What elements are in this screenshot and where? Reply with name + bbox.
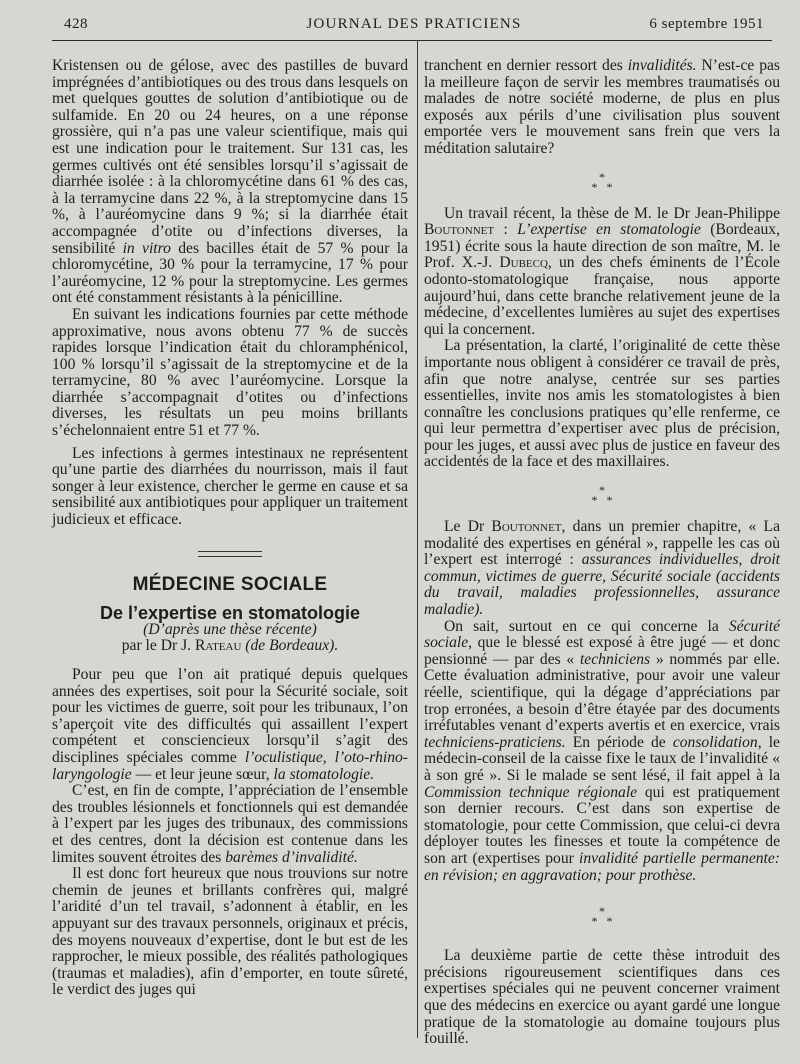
paragraph <box>424 338 780 471</box>
text-run: tranchent en dernier ressort des <box>424 57 628 74</box>
text-run: Kristensen ou de gélose, avec des pastilles de buvard imprégnées d’antibiotiques ou des trous dans lesquels on met quelques gouttes de solution d’antibiotique ou de sulfamide. En 20 ou 24 heures, on a une réponse grossière, qui n’a pas une valeur scientifique, mais qui est une indication pour le traitement. Sur 131 cas, les germes cultivés ont été sensibles lorsqu’il s’agissait de diarrhée isolée : à la chloromycétine dans 61 % des cas, à la terramycine dans 22 %, à la streptomycine dans 15 %, à l’auréomycine dans 9 %; si la diarrhée était accompagnée d’otite ou d’infections diverses, la sensibilité <box>52 57 408 257</box>
asterism-right: * <box>606 179 613 194</box>
italic-run: invalidités. <box>627 57 697 74</box>
italic-run: (de Bordeaux). <box>245 637 339 655</box>
page-number: 428 <box>64 16 88 32</box>
small-caps-run: Dubecq <box>499 254 548 272</box>
asterism-top: * <box>599 169 605 184</box>
text-run: Le Dr <box>444 518 492 536</box>
italic-run: l’oculistique, l’oto-rhino-laryngologie <box>52 748 408 783</box>
text-run: Il est donc fort heureux que nous trouvions sur notre chemin de jeunes et brillants confrères qui, malgré l’aridité d’un tel travail, s’adonnent à établir, en les appuyant sur des travaux personnels, originaux et précis, des moyens nouveaux d’expertise, dont le but est de les rapprocher, le mieux possible, des réalités pathologiques (traumas et maladies), afin d’emporter, en toute sûreté, le verdict des juges qui <box>52 865 408 999</box>
asterism <box>424 483 780 508</box>
small-caps-run: Boutonnet <box>491 518 562 536</box>
text-run: : <box>494 221 518 239</box>
italic-run: techniciens <box>579 650 651 668</box>
italic-run: Commission technique régionale <box>424 783 638 801</box>
text-run: Les infections à germes intestinaux ne représentent qu’une partie des diarrhées du nourrisson, mais il faut songer à leur existence, chercher le germe en cause et sa sensibilité aux antibiotiques pour appliquer un traitement judicieux et efficace. <box>52 444 408 529</box>
paragraph <box>52 783 408 866</box>
text-run: On sait, surtout en ce qui concerne la <box>444 617 729 635</box>
article-subtitle: (D’après une thèse récente) <box>143 620 317 638</box>
journal-title: JOURNAL DES PRATICIENS <box>306 16 522 32</box>
italic-run: assurances individuelles, droit commun, victimes de guerre, Sécurité sociale (accidents du travail, maladies professionnelles, assurance maladie). <box>424 551 780 619</box>
issue-date: 6 septembre 1951 <box>649 16 764 32</box>
asterism-left: * <box>591 179 598 194</box>
text-run: , dans un premier chapitre, « La modalité des expertises en général », rappelle les cas où l’expert est interrogé : <box>424 518 780 569</box>
column-rule <box>417 40 418 1038</box>
text-run: le médecin-conseil de la caisse fixe le taux de l’invalidité « à son gré ». Si le malade se sent lésé, il fait appel à la <box>424 733 780 784</box>
byline <box>52 638 408 655</box>
text-run: Un travail récent, la thèse de M. le Dr Jean-Philippe <box>444 204 780 222</box>
small-caps-run: Boutonnet <box>424 221 495 239</box>
article-title: De l’expertise en stomatologie <box>99 603 361 624</box>
paragraph <box>424 519 780 619</box>
text-run: (Bordeaux, 1951) écrite sous la haute direction de son maître, M. le Prof. X.-J. <box>424 221 780 272</box>
header-rule <box>52 40 772 41</box>
italic-run: Sécurité sociale, <box>424 617 780 652</box>
asterism-top: * <box>599 483 605 498</box>
text-run: La présentation, la clarté, l’originalité de cette thèse importante nous obligent à considérer ce travail de près, afin que notre analyse, centrée sur ses parties essentielles, invite nos amis les stomatologistes à bien connaître les conclusions pratiques qu’elle renferme, ce qui leur permettra d’expertiser avec plus de précision, pour les juges, et aussi avec plus de justice en faveur des accidentés de la face et des maxillaires. <box>424 337 780 471</box>
asterism <box>424 169 780 194</box>
paragraph <box>52 307 408 440</box>
text-run: La deuxième partie de cette thèse introduit des précisions rigoureusement scientifiques dans ces expertises spéciales qui ne peuvent concerner vraiment que des médecins en exercice ou ayant gardé une longue pratique de la stomatologie au domaine toujours plus fouillé. <box>424 947 780 1048</box>
small-caps-run: Rateau <box>194 637 242 655</box>
paragraph <box>424 619 780 885</box>
italic-run: la stomatologie. <box>273 765 375 783</box>
italic-run: consolidation, <box>672 733 762 751</box>
asterism-left: * <box>591 493 598 508</box>
text-run: — et leur jeune sœur, <box>131 765 274 783</box>
asterism-top: * <box>599 904 605 919</box>
left-column <box>52 58 408 999</box>
text-run: qui est pratiquement son dernier recours. C’est dans son expertise de stomatologie, pour cette Commission, que celui-ci devra déployer toutes les finesses et toute la compétence de son art (expertises pour <box>424 783 780 867</box>
text-run: C’est, en fin de compte, l’appréciation de l’ensemble des troubles lésionnels et fonctionnels qui est demandée à l’expert par les juges des tribunaux, des commissions et des centres, dont la décision est contenue dans les limites souvent étroites des <box>52 782 408 866</box>
paragraph <box>52 667 408 783</box>
paragraph <box>424 948 780 1048</box>
text-run: , un des chefs éminents de l’École odonto-stomatologique française, nous apporte aujourd’hui, dans cette branche relativement jeune de la médecine, d’excellentes lumières au sujet des expertises qui la concernent. <box>424 254 780 338</box>
paragraph <box>52 446 408 529</box>
text-run: En suivant les indications fournies par cette méthode approximative, nous avons obtenu 77 % de succès rapides lorsque l’indication était du chloramphénicol, 100 % lorsqu’il s’agissait de la streptomycine et de la terramycine, 80 % avec l’auréomycine. Lorsque la diarrhée s’accompagnait d’otites ou d’infections diverses, les résultats un peu moins brillants s’échelonnaient entre 51 et 77 %. <box>52 305 408 440</box>
running-head <box>64 14 764 36</box>
right-column <box>424 58 780 1048</box>
italic-run: invalidité partielle permanente: en révision; en aggravation; pour prothèse. <box>424 849 780 884</box>
asterism-right: * <box>606 914 613 929</box>
text-run: Pour peu que l’on ait pratiqué depuis quelques années des expertises, soit pour la Sécurité sociale, soit pour les victimes de guerre, soit pour les tribunaux, l’on s’aperçoit vite des difficultés qui assaillent l’expert compétent et consciencieux lorsqu’il s’agit des disciplines spéciales comme <box>52 666 408 766</box>
text-run: par le Dr J. <box>121 637 195 655</box>
italic-run: in vitro <box>122 239 171 257</box>
asterism-right: * <box>606 493 613 508</box>
italic-run: techniciens-praticiens. <box>424 733 566 751</box>
text-run: En période de <box>565 733 673 751</box>
text-run: des bacilles était de 57 % pour la chloromycétine, 30 % pour la terramycine, 17 % pour l’auréomycine, 12 % pour la streptomycine. Les germes ont été constamment résistants à la pénicilline. <box>52 239 408 307</box>
asterism-left: * <box>591 914 598 929</box>
paragraph <box>52 866 408 999</box>
italic-run: L’expertise en stomatologie <box>517 221 701 239</box>
italic-run: barèmes d’invalidité. <box>225 848 358 866</box>
section-heading: MÉDECINE SOCIALE <box>132 573 328 595</box>
asterism <box>424 904 780 929</box>
text-run: N’est-ce pas la meilleure façon de servir les membres traumatisés ou malades de notre société moderne, de plus en plus exposés aux périls d’une civilisation plus souvent emportée vers le mouvement sans frein que vers la méditation salutaire? <box>424 57 780 157</box>
text-run: » nommés par elle. Cette évaluation administrative, pour avoir une valeur réelle, scientifique, qui la dégage d’appréciations par trop erronées, a besoin d’être étayée par des documents irréfutables venant d’experts avertis et en exercice, vrais <box>424 650 780 735</box>
paragraph <box>424 58 780 158</box>
paragraph <box>52 58 408 307</box>
text-run: que le blessé est exposé à être jugé — et donc pensionné — par des « <box>424 634 780 668</box>
paragraph <box>424 206 780 339</box>
